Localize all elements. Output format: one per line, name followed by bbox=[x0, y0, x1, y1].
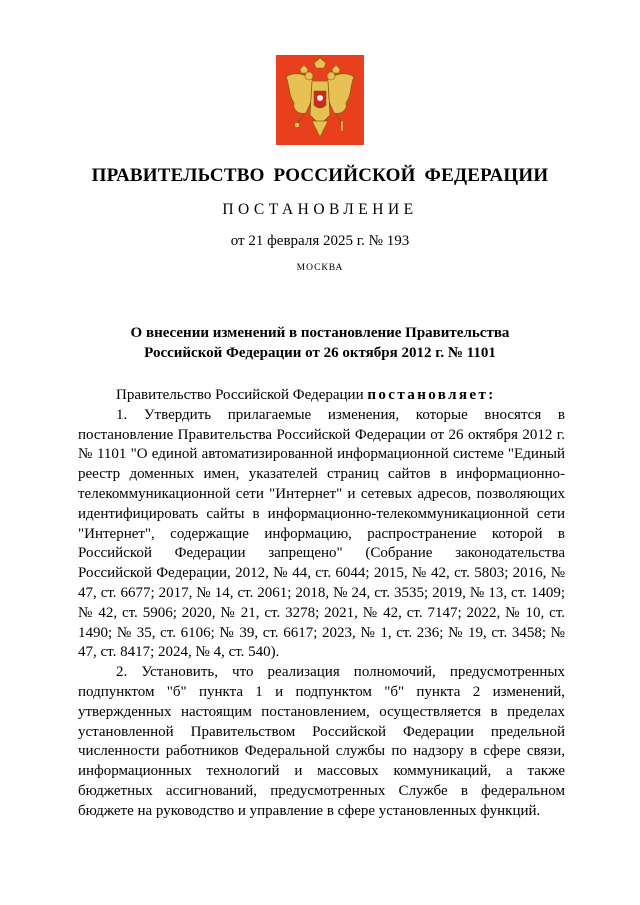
paragraph-1: 1. Утвердить прилагаемые изменения, которые вносятся в постановление Правительства Российской Федерации от 26 октября 2012 г. № 1101 "О единой автоматизированной информационной системе "Единый реестр доменных имен, указателей страниц сайтов в информационно-телекоммуникационной сети "Интернет" и сетевых адресов, позволяющих идентифицировать сайты в информационно-телекоммуникационной сети "Интернет", содержащие информацию, распространение которой в Российской Федерации запрещено" (Собрание законодательства Российской Федерации, 2012, № 44, ст. 6044; 2015, № 42, ст. 5803; 2016, № 47, ст. 6677; 2017, № 14, ст. 2061; 2018, № 24, ст. 3535; 2019, № 13, ст. 1409; № 42, ст. 5906; 2020, № 21, ст. 3278; 2021, № 42, ст. 7147; 2022, № 10, ст. 1490; № 35, ст. 6106; № 39, ст. 6617; 2023, № 1, ст. 236; № 19, ст. 3458; № 47, ст. 8417; 2024, № 4, ст. 540). bbox=[78, 406, 565, 661]
heading-line-1: О внесении изменений в постановление Правительства bbox=[130, 325, 510, 341]
document-body bbox=[78, 386, 565, 822]
intro-paragraph bbox=[78, 386, 565, 406]
decree-keyword: постановляет: bbox=[367, 387, 496, 403]
document-type: ПОСТАНОВЛЕНИЕ bbox=[222, 201, 418, 218]
government-title: ПРАВИТЕЛЬСТВО РОССИЙСКОЙ ФЕДЕРАЦИИ bbox=[91, 165, 549, 186]
document-heading bbox=[0, 323, 640, 363]
heading-line-2: Российской Федерации от 26 октября 2012 г. № 1101 bbox=[144, 345, 496, 361]
intro-text: Правительство Российской Федерации bbox=[116, 387, 368, 403]
document-city: МОСКВА bbox=[296, 263, 344, 273]
document-date-number: от 21 февраля 2025 г. № 193 bbox=[230, 233, 410, 249]
coat-of-arms-russia-icon bbox=[276, 55, 364, 145]
paragraph-2: 2. Установить, что реализация полномочий, предусмотренных подпунктом "б" пункта 1 и подпунктом "б" пункта 2 изменений, утвержденных настоящим постановлением, осуществляется в пределах установленной Правительством Российской Федерации предельной численности работников Федеральной службы по надзору в сфере связи, информационных технологий и массовых коммуникаций, а также бюджетных ассигнований, предусмотренных Службе в федеральном бюджете на руководство и управление в сфере установленных функций. bbox=[78, 664, 565, 819]
